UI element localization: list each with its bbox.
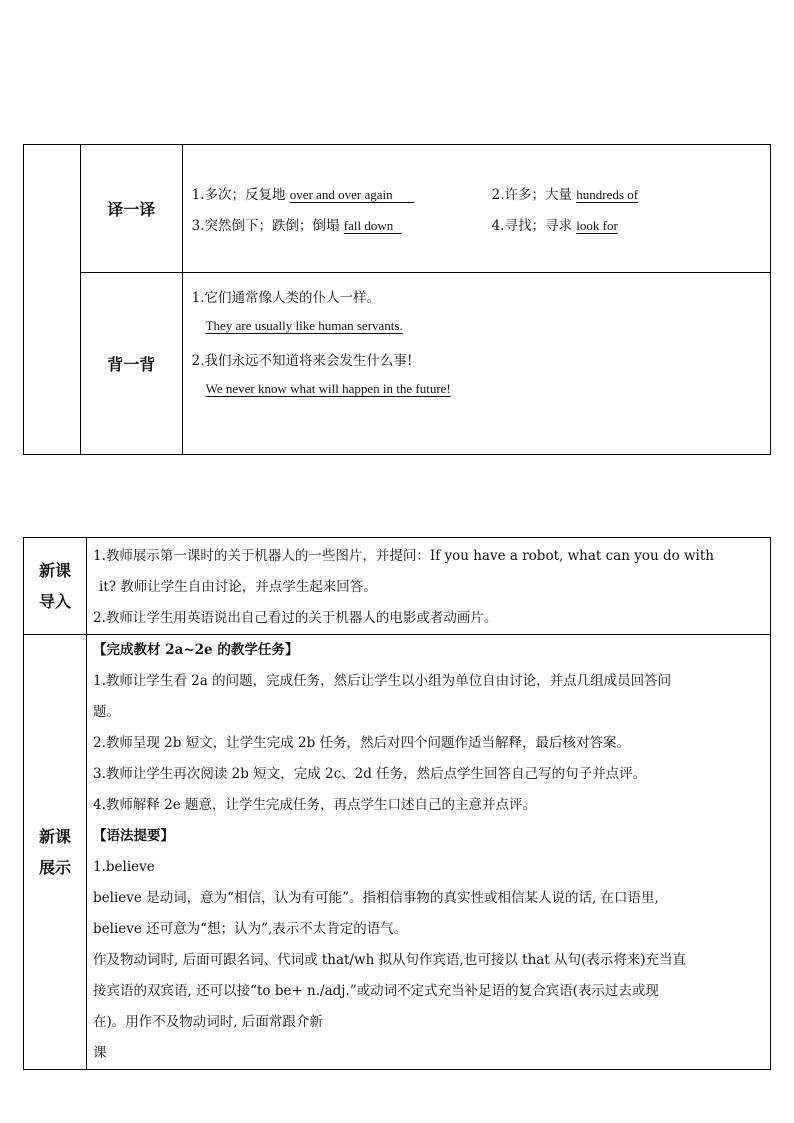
recite-content <box>182 273 770 455</box>
recite-sentence-1-cn: 1.它们通常像人类的仆人一样。 <box>191 290 380 306</box>
blank-cell <box>24 145 81 455</box>
grammar-line-1: 1.believe <box>93 859 155 875</box>
grammar-line-3: believe 还可意为“想；认为”,表示不太肯定的语气。 <box>93 921 408 937</box>
translate-row <box>24 145 771 273</box>
vocab-table <box>23 144 771 455</box>
grammar-line-7: 课 <box>93 1045 107 1061</box>
intro-content <box>87 538 771 635</box>
vocab-answer-2: hundreds of <box>576 187 639 202</box>
section-heading-grammar: 【语法提要】 <box>93 828 174 844</box>
intro-row <box>24 538 771 635</box>
vocab-item-4: 4.寻找；寻求 look for <box>491 218 618 234</box>
grammar-line-2: believe 是动词，意为“相信，认为有可能”。指相信事物的真实性或相信某人说的话, 在口语里, <box>93 890 659 906</box>
vocab-item-3: 3.突然倒下；跌倒；倒塌 fall down <box>191 218 394 234</box>
recite-sentence-2-en: We never know what will happen in the future! <box>205 381 451 396</box>
vocab-item-1: 1.多次；反复地 over and over again <box>191 187 393 203</box>
vocab-answer-1: over and over again <box>289 187 393 202</box>
grammar-line-5: 接宾语的双宾语, 还可以接“to be+ n./adj.”或动词不定式充当补足语的复合宾语(表示过去或现 <box>93 983 659 999</box>
translate-content <box>182 145 770 273</box>
grammar-line-4: 作及物动词时, 后面可跟名词、代词或 that/wh 拟从句作宾语,也可接以 that 从句(表示将来)充当直 <box>93 952 687 968</box>
intro-paragraph-2: 2.教师让学生用英语说出自己看过的关于机器人的电影或者动画片。 <box>93 610 498 626</box>
presentation-label: 新课 展示 <box>24 635 87 1070</box>
section-heading-tasks: 【完成教材 2a~2e 的教学任务】 <box>93 642 299 658</box>
task-2: 2.教师呈现 2b 短文，让学生完成 2b 任务，然后对四个问题作适当解释，最后核对答案。 <box>93 735 631 751</box>
lesson-table <box>23 537 771 1070</box>
vocab-item-2: 2.许多；大量 hundreds of <box>491 187 639 203</box>
grammar-line-6: 在)。用作不及物动词时, 后面常跟介新 <box>93 1014 323 1030</box>
intro-paragraph-1b: it? 教师让学生自由讨论，并点学生起来回答。 <box>99 579 377 595</box>
task-1b: 题。 <box>93 704 120 720</box>
recite-label: 背一背 <box>80 273 182 455</box>
recite-row <box>24 273 771 455</box>
intro-label: 新课 导入 <box>24 538 87 635</box>
intro-paragraph-1a: 1.教师展示第一课时的关于机器人的一些图片，并提问：If you have a robot, what can you do with <box>93 548 714 564</box>
vocab-answer-3: fall down <box>343 218 394 233</box>
recite-sentence-1-en: They are usually like human servants. <box>205 318 403 333</box>
translate-label: 译一译 <box>80 145 182 273</box>
recite-sentence-2-cn: 2.我们永远不知道将来会发生什么事! <box>191 353 413 369</box>
vocab-answer-4: look for <box>576 218 618 233</box>
presentation-content <box>87 635 771 1070</box>
task-3: 3.教师让学生再次阅读 2b 短文，完成 2c、2d 任务，然后点学生回答自己写的句子并点评。 <box>93 766 647 782</box>
presentation-row <box>24 635 771 1070</box>
task-1a: 1.教师让学生看 2a 的问题，完成任务，然后让学生以小组为单位自由讨论，并点几组成员回答问 <box>93 673 672 689</box>
task-4: 4.教师解释 2e 题意，让学生完成任务，再点学生口述自己的主意并点评。 <box>93 797 537 813</box>
